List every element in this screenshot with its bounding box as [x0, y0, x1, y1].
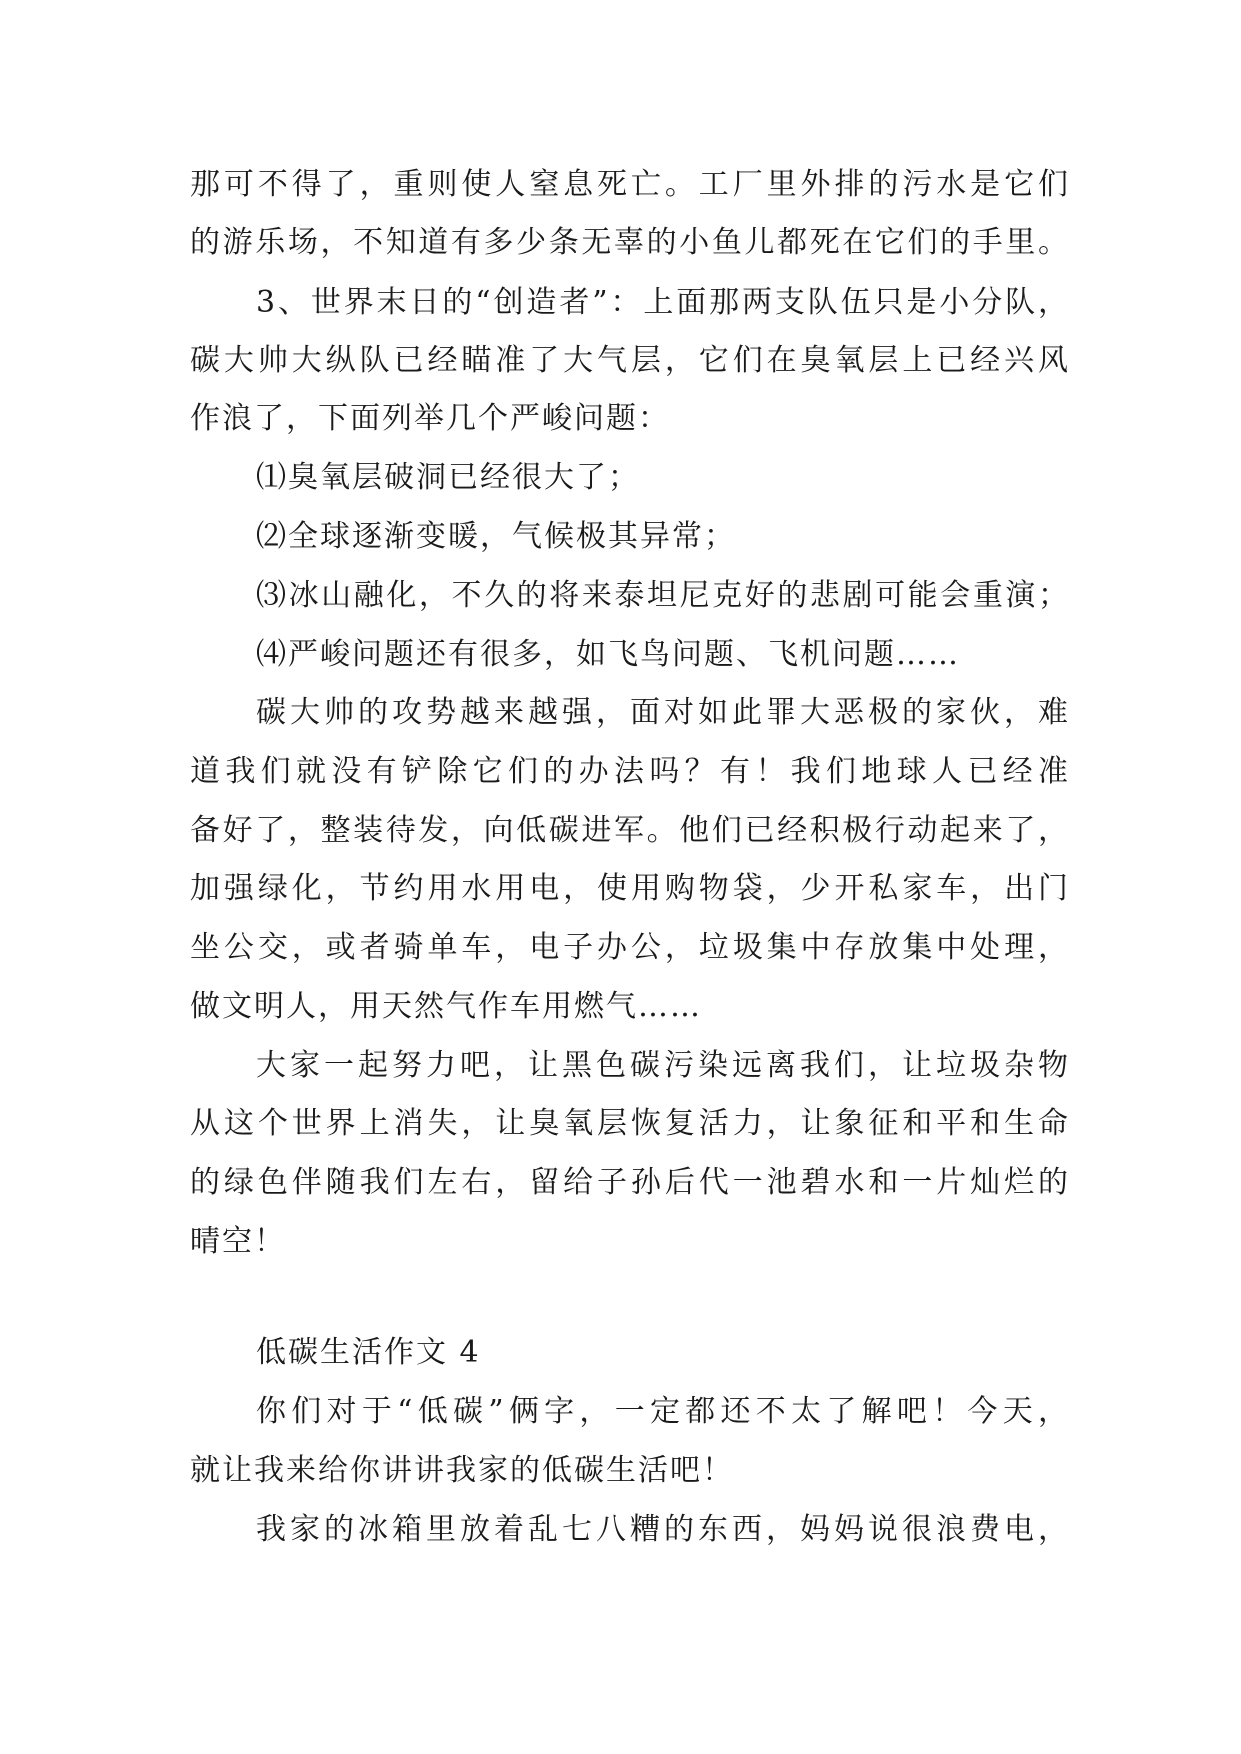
text-line: 作浪了，下面列举几个严峻问题：: [190, 401, 670, 436]
text-line: 碳大帅的攻势越来越强，面对如此罪大恶极的家伙，难: [256, 695, 1070, 730]
text-line: 就让我来给你讲讲我家的低碳生活吧！: [190, 1453, 734, 1488]
text-line: 坐公交，或者骑单车，电子办公，垃圾集中存放集中处理，: [190, 930, 1070, 965]
text-line: 碳大帅大纵队已经瞄准了大气层，它们在臭氧层上已经兴风: [190, 343, 1070, 378]
section-heading: 低碳生活作文 4: [256, 1335, 481, 1370]
text-line: 的绿色伴随我们左右，留给子孙后代一池碧水和一片灿烂的: [190, 1165, 1070, 1200]
text-line: 大家一起努力吧，让黑色碳污染远离我们，让垃圾杂物: [256, 1048, 1070, 1083]
text-line: 的游乐场，不知道有多少条无辜的小鱼儿都死在它们的手里。: [190, 225, 1070, 260]
text-line: 那可不得了，重则使人窒息死亡。工厂里外排的污水是它们: [190, 167, 1070, 202]
text-line: 加强绿化，节约用水用电，使用购物袋，少开私家车，出门: [190, 871, 1070, 906]
text-line: 做文明人，用天然气作车用燃气……: [190, 989, 702, 1024]
text-line: 我家的冰箱里放着乱七八糟的东西，妈妈说很浪费电，: [256, 1512, 1070, 1547]
text-line: 晴空！: [190, 1224, 286, 1259]
list-item: ⑴臭氧层破洞已经很大了；: [256, 460, 640, 495]
text-line: 3、世界末日的“创造者”：上面那两支队伍只是小分队，: [256, 285, 1070, 320]
text-line: 从这个世界上消失，让臭氧层恢复活力，让象征和平和生命: [190, 1106, 1070, 1141]
text-line: 你们对于“低碳”俩字，一定都还不太了解吧！今天，: [256, 1394, 1070, 1429]
text-line: 备好了，整装待发，向低碳进军。他们已经积极行动起来了，: [190, 813, 1070, 848]
list-item: ⑵全球逐渐变暖，气候极其异常；: [256, 519, 736, 554]
text-line: 道我们就没有铲除它们的办法吗？有！我们地球人已经准: [190, 754, 1070, 789]
list-item: ⑷严峻问题还有很多，如飞鸟问题、飞机问题……: [256, 637, 960, 672]
list-item: ⑶冰山融化，不久的将来泰坦尼克好的悲剧可能会重演；: [256, 578, 1070, 613]
